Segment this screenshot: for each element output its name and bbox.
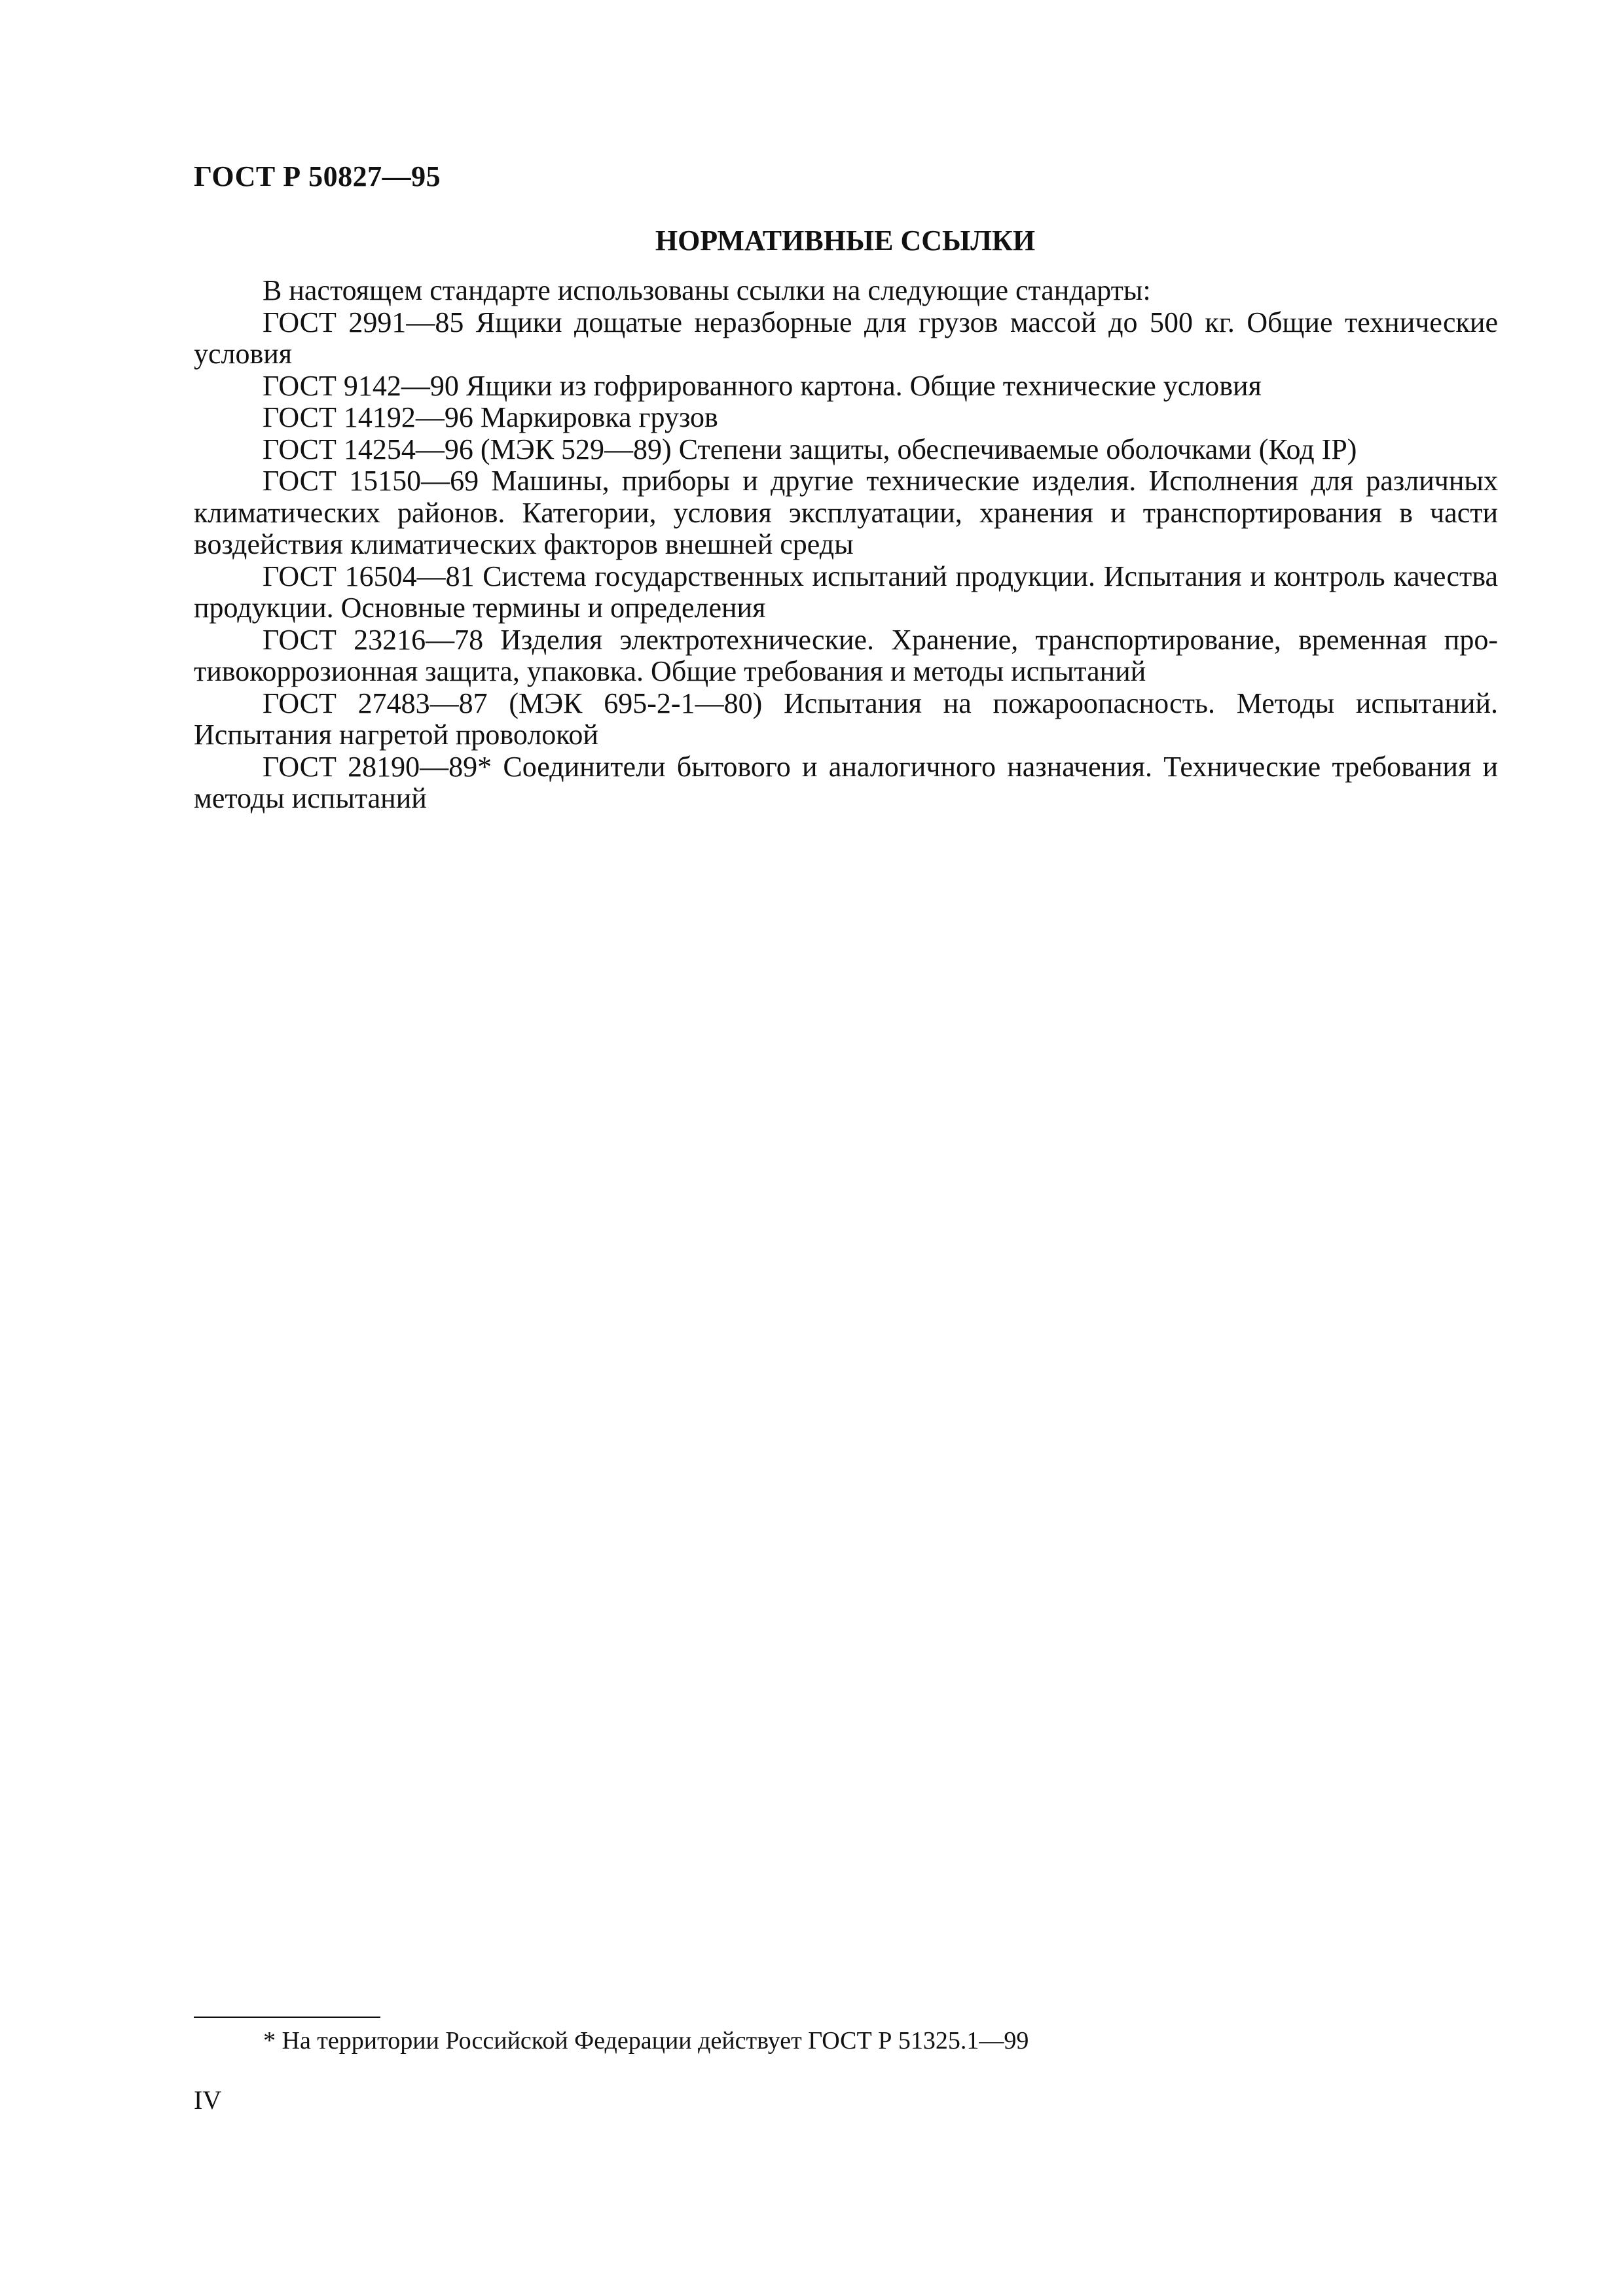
reference-item: ГОСТ 9142—90 Ящики из гофрированного картона. Общие технические условия [263,369,1262,402]
section-title: НОРМАТИВНЫЕ ССЫЛКИ [655,224,1036,257]
reference-item: ГОСТ 23216—78 Изделия электротехнические. Хранение, транспортирование, временная противокоррозионная защита, упаковка. Общие требования и методы испытаний [194,623,1498,687]
reference-item: ГОСТ 14254—96 (МЭК 529—89) Степени защиты, обеспечиваемые оболочками (Код IP) [263,433,1357,465]
footnote-divider [194,2017,380,2018]
reference-item: ГОСТ 15150—69 Машины, приборы и другие технические изделия. Исполнения для различных климатических районов. Категории, условия эксплуатации, хранения и транспортирования в части воздействия климатических факторов внешней среды [194,465,1498,560]
reference-item: ГОСТ 16504—81 Система государственных испытаний продукции. Испытания и контроль качества продукции. Основные термины и определения [194,560,1498,624]
footnote: * На территории Российской Федерации действует ГОСТ Р 51325.1—99 [263,2027,1029,2054]
standard-code-header: ГОСТ Р 50827—95 [194,160,441,192]
page-number: IV [194,2085,222,2115]
reference-item: ГОСТ 28190—89* Соединители бытового и аналогичного назначения. Технические требования и методы испытаний [194,750,1498,814]
reference-item: ГОСТ 2991—85 Ящики дощатые неразборные для грузов массой до 500 кг. Общие технические условия [194,306,1498,370]
references-list [194,275,1498,815]
reference-item: ГОСТ 14192—96 Маркировка грузов [263,401,718,433]
references-intro: В настоящем стандарте использованы ссылки на следующие стандарты: [263,274,1151,306]
reference-item: ГОСТ 27483—87 (МЭК 695-2-1—80) Испытания на пожароопасность. Методы испытаний. Испытания нагретой проволокой [194,687,1498,751]
